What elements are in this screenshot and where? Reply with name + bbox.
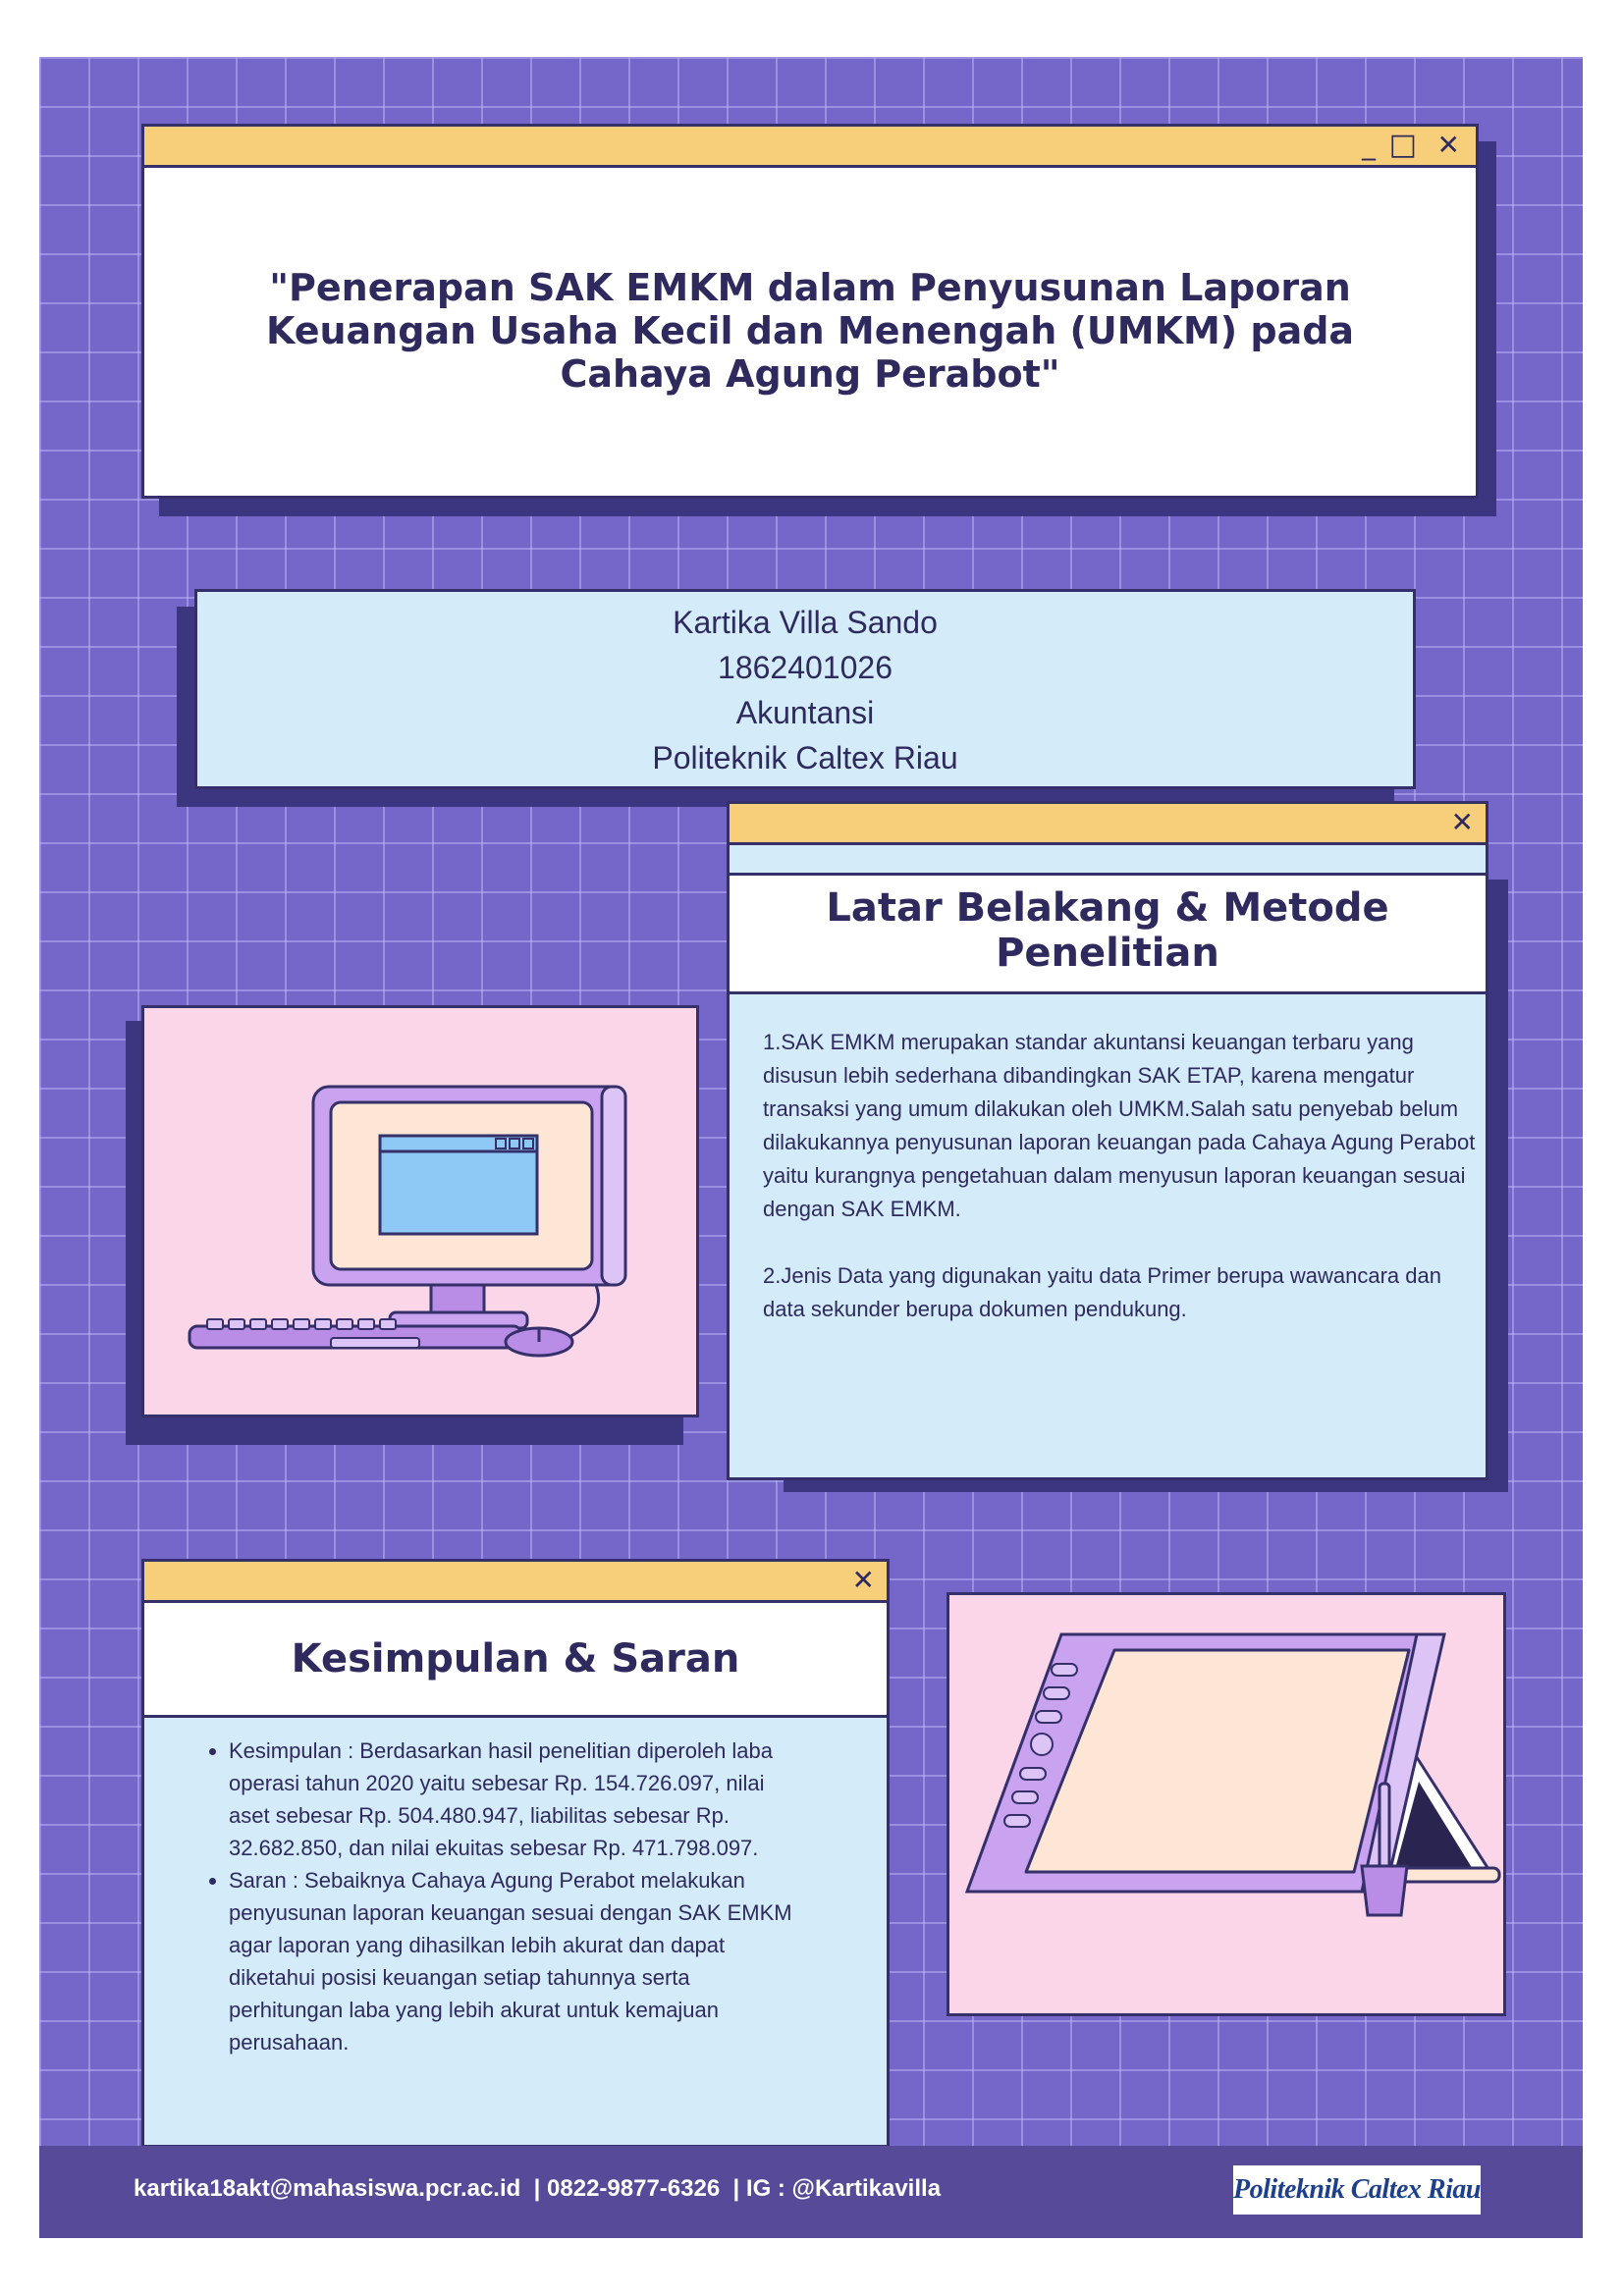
footer-contact: kartika18akt@mahasiswa.pcr.ac.id | 0822-9877-6326 | IG : @Kartikavilla (134, 2175, 942, 2202)
close-icon[interactable]: ✕ (1436, 129, 1460, 161)
title-window (141, 124, 1479, 499)
tablet-illustration-panel (947, 1592, 1506, 2016)
tablet-illustration (949, 1595, 1503, 2013)
author-box (194, 589, 1416, 789)
minimize-icon[interactable]: _ (1362, 129, 1376, 161)
title-window-titlebar (144, 127, 1476, 168)
author-name: Kartika Villa Sando (673, 605, 938, 640)
author-institution: Politeknik Caltex Riau (652, 740, 958, 775)
poster-title: "Penerapan SAK EMKM dalam Penyusunan Laporan Keuangan Usaha Kecil dan Menengah (UMKM) pada Cahaya Agung Perabot" (265, 266, 1355, 396)
background-paragraph-1: 1.SAK EMKM merupakan standar akuntansi keuangan terbaru yang disusun lebih sederhana dibandingkan SAK ETAP, karena mengatur transaksi yang umum dilakukan oleh UMKM.Salah satu penyebab belum dilakukannya penyusunan laporan keuangan pada Cahaya Agung Perabot yaitu kurangnya pengetahuan dalam menyusun laporan keuangan sesuai dengan SAK EMKM. (763, 1030, 1476, 1221)
conclusion-list (188, 1735, 808, 2058)
conclusion-heading: Kesimpulan & Saran (291, 1636, 740, 1682)
background-window-titlebar (730, 804, 1486, 845)
computer-illustration (144, 1008, 696, 1415)
conclusion-heading-bar (144, 1603, 887, 1718)
background-window (727, 801, 1488, 1480)
close-icon[interactable]: ✕ (1450, 806, 1474, 838)
maximize-icon[interactable]: □ (1388, 128, 1417, 162)
conclusion-window-titlebar (144, 1562, 887, 1603)
footer (39, 2146, 1583, 2238)
background-heading: Latar Belakang & Metode Penelitian (826, 885, 1389, 976)
close-icon[interactable]: ✕ (851, 1564, 875, 1596)
institution-logo: Politeknik Caltex Riau (1233, 2165, 1481, 2215)
conclusion-window (141, 1559, 890, 2148)
background-heading-bar (730, 873, 1486, 994)
list-item: • Kesimpulan : Berdasarkan hasil penelitian diperoleh laba operasi tahun 2020 yaitu sebesar Rp. 154.726.097, nilai aset sebesar Rp. 504.480.947, liabilitas sebesar Rp. 32.682.850, dan nilai ekuitas sebesar Rp. 471.798.097. (229, 1735, 808, 1864)
background-paragraph-2: 2.Jenis Data yang digunakan yaitu data Primer berupa wawancara dan data sekunder berupa dokumen pendukung. (763, 1263, 1441, 1321)
author-major: Akuntansi (735, 695, 875, 730)
computer-illustration-panel (141, 1005, 699, 1417)
list-item: • Saran : Sebaiknya Cahaya Agung Perabot melakukan penyusunan laporan keuangan sesuai dengan SAK EMKM agar laporan yang dihasilkan lebih akurat dan dapat diketahui posisi keuangan setiap tahunnya serta perhitungan laba yang lebih akurat untuk kemajuan perusahaan. (229, 1864, 808, 2058)
author-id: 1862401026 (718, 650, 893, 685)
poster-background (39, 57, 1583, 2238)
